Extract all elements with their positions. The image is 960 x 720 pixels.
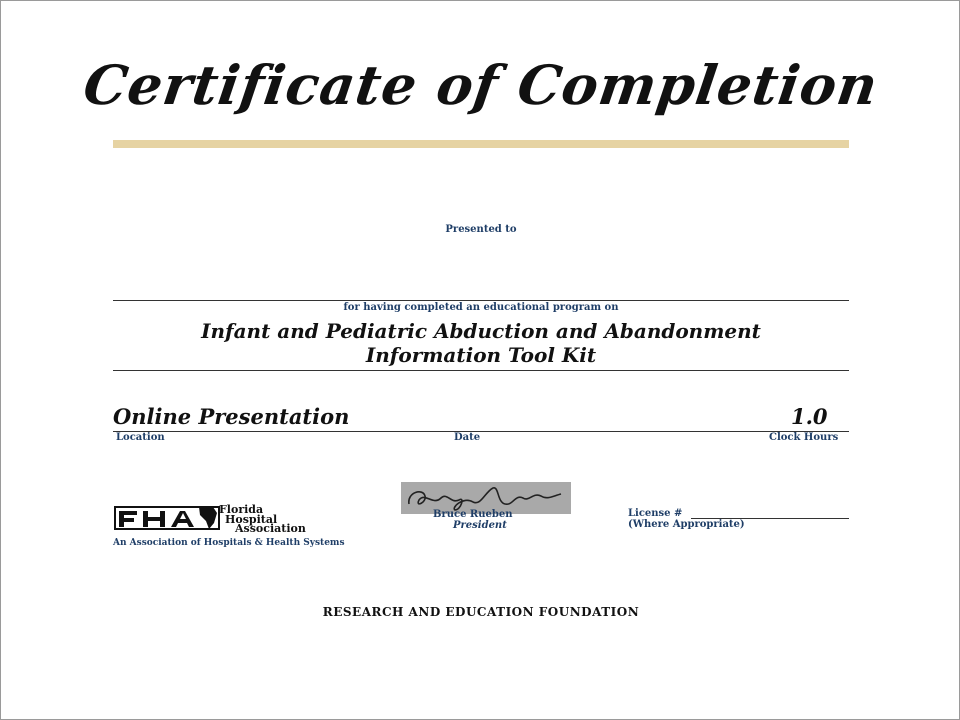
recipient-line (113, 300, 849, 301)
foundation-name: RESEARCH AND EDUCATION FOUNDATION (322, 605, 640, 619)
certificate-title: Certificate of Completion (79, 53, 883, 117)
program-line (113, 370, 849, 371)
license-label: License # (628, 508, 683, 519)
fha-line3: Association (235, 522, 306, 535)
program-title-line2: Information Tool Kit (365, 343, 597, 367)
program-title (1, 319, 960, 367)
fha-line1: Florida (219, 503, 264, 516)
location-value: Online Presentation (113, 404, 350, 429)
gold-divider (113, 140, 849, 148)
clock-hours-label: Clock Hours (769, 432, 839, 443)
signer-title: President (453, 520, 507, 531)
clock-hours-value: 1.0 (791, 404, 828, 429)
license-note: (Where Appropriate) (628, 519, 745, 530)
location-label: Location (116, 432, 165, 443)
fha-tagline: An Association of Hospitals & Health Systems (113, 538, 345, 548)
fha-logo-mark (113, 503, 223, 531)
signer-name: Bruce Rueben (433, 509, 513, 520)
details-line (113, 431, 849, 432)
presented-to-label: Presented to (445, 224, 517, 235)
program-title-line1: Infant and Pediatric Abduction and Abandonment (201, 319, 761, 343)
fha-logo (113, 503, 333, 535)
date-label: Date (454, 432, 481, 443)
program-intro-label: for having completed an educational program on (343, 302, 619, 313)
fha-line2: Hospital (225, 513, 278, 526)
